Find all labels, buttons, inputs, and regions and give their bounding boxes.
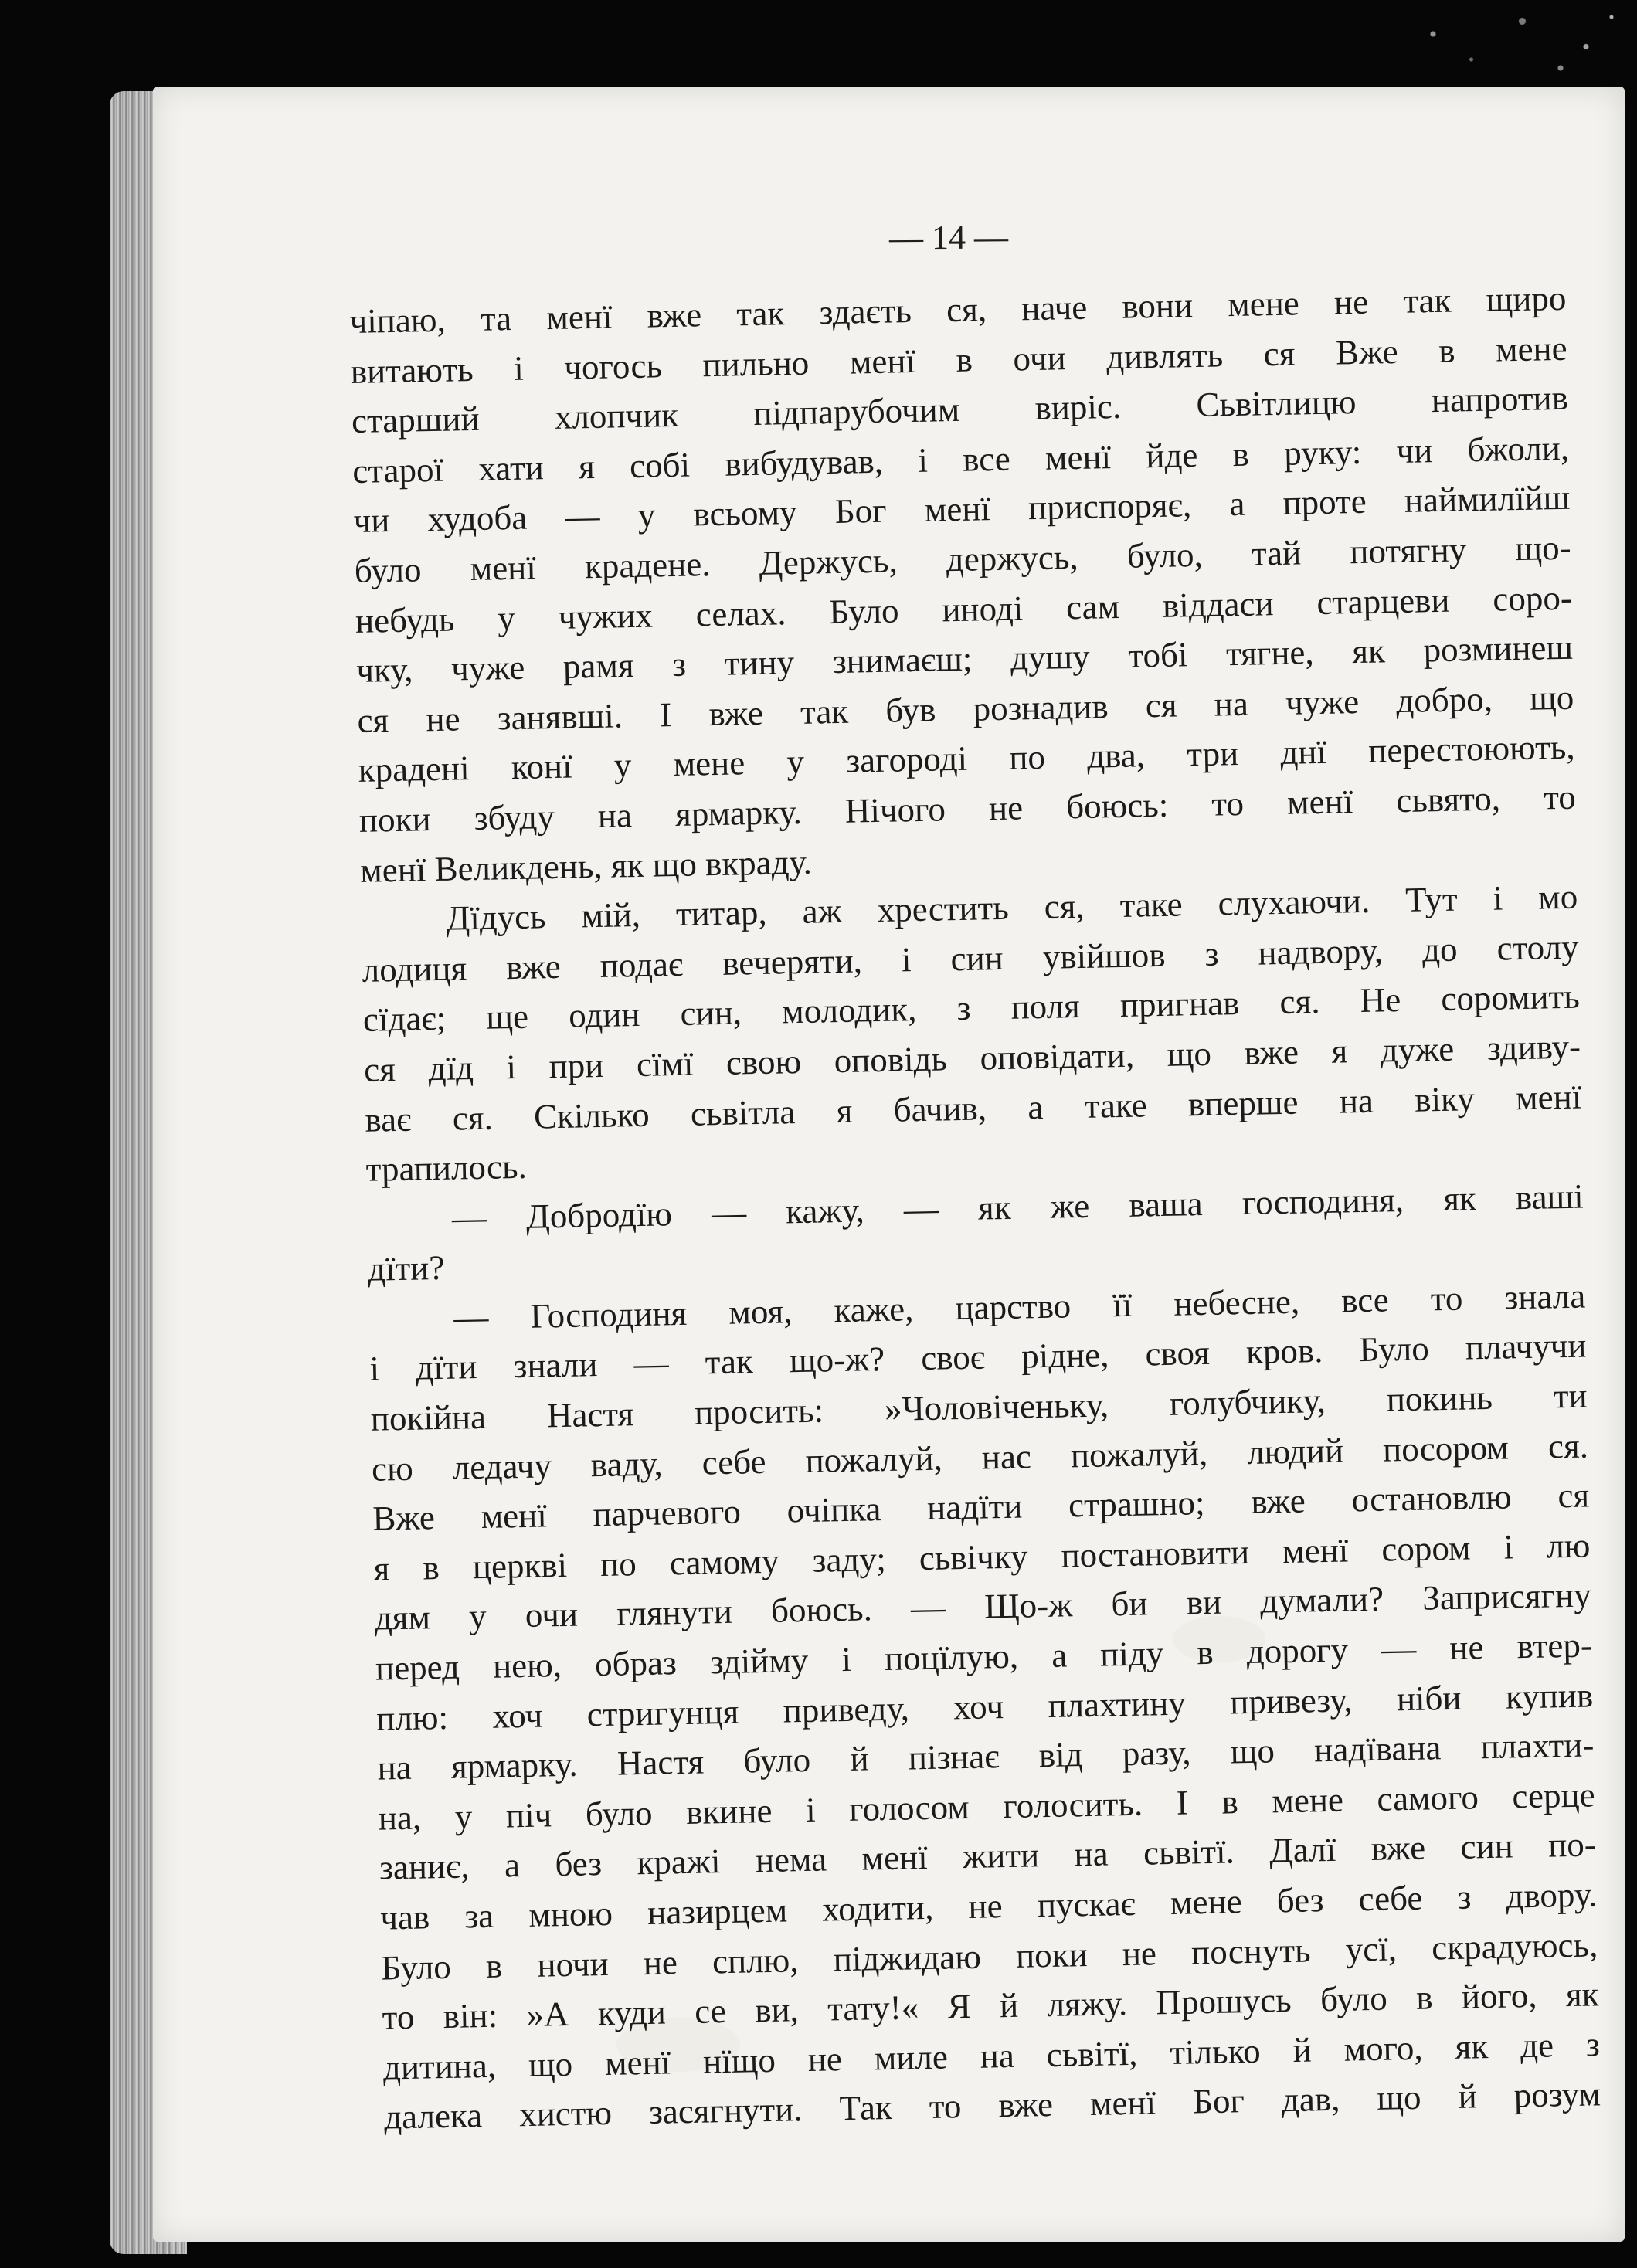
text-line: ває ся. Скілько сьвітла я бачив, а таке вперше на віку менї [364,1077,1582,1139]
text-line: було менї крадене. Держусь, держусь, було, тай потягну що- [354,528,1572,590]
text-line: на ярмарку. Настя було й пізнає від разу, що надївана плахти- [377,1725,1595,1788]
text-line: лодиця вже подає вечеряти, і син увійшов з надвору, до столу [362,927,1579,990]
text-line: старший хлопчик підпарубочим виріс. Сьвітлицю напротив [351,378,1569,441]
text-line: старої хати я собі вибудував, і все менї йде в руку: чи бжоли, [352,428,1570,491]
text-line: Дїдусь мій, титар, аж хрестить ся, таке слухаючи. Тут і мо [445,877,1578,938]
text-line: Було в ночи не сплю, піджидаю поки не поснуть усї, скрадуюсь, [381,1924,1598,1988]
text-line: — Добродїю — кажу, — як же ваша господиня, як ваші [451,1176,1584,1238]
text-line: покійна Настя просить: »Чоловіченьку, голубчику, покинь ти [370,1376,1588,1438]
text-line: сю ледачу ваду, себе пожалуй, нас пожалуй, людий посором ся. [371,1426,1589,1489]
text-line: то він: »А куди се ви, тату!« Я й ляжу. Прошусь було в його, як [382,1974,1599,2037]
text-line: крадені конї у мене у загороді по два, три днї перестоюють, [358,727,1575,790]
text-line: дїти? [367,1248,445,1289]
text-line: — Господиня моя, каже, царство її небесне, все то знала [453,1276,1586,1337]
text-line: я в церкві по самому заду; сьвічку постановити менї сором і лю [373,1526,1591,1588]
text-line: трапилось. [365,1146,528,1189]
text-line: дям у очи глянути боюсь. — Що-ж би ви думали? Заприсягну [374,1575,1592,1638]
text-line: Вже менї парчевого очіпка надїти страшно; вже остановлю ся [372,1475,1590,1538]
text-line: заниє, а без кражі нема менї жити на сьвітї. Далї вже син по- [379,1825,1597,1888]
text-line: чку, чуже рамя з тину знимаєш; душу тобі тягне, як розминеш [355,627,1574,691]
page-number: — 14 — [888,218,1009,257]
text-line: ся не занявші. І вже так був рознадив ся на чуже добро, що [357,677,1574,740]
text-line: чав за мною назирцем ходити, не пускає мене без себе з двору. [379,1875,1598,1937]
text-line: чіпаю, та менї вже так здаєть ся, наче вони мене не так щиро [349,278,1567,341]
text-line: дитина, що менї нїщо не миле на сьвітї, тілько й мого, як де з [382,2025,1601,2087]
text-line: сїдає; ще один син, молодик, з поля пригнав ся. Не соромить [362,976,1581,1040]
background-speckles [1382,0,1637,85]
text-line: поки збуду на ярмарку. Нічого не боюсь: то менї сьвято, то [358,777,1577,840]
text-line: ся дїд і при сїмї свою оповідь оповідати, що вже я дуже здиву- [363,1027,1581,1089]
text-line: і дїти знали — так що-ж? своє рідне, своя кров. Було плачучи [369,1326,1587,1389]
text-line: чи худоба — у всьому Бог менї приспоряє, а проте наймилїйш [353,478,1571,541]
text-line: небудь у чужих селах. Було иноді сам віддаси старцеви соро- [355,578,1573,640]
body-text [349,273,1601,2143]
text-line: перед нею, образ здійму і поцїлую, а піду в дорогу — не втер- [375,1625,1593,1688]
text-line: витають і чогось пильно менї в очи дивлять ся Вже в мене [350,328,1568,391]
text-line: плю: хоч стригунця приведу, хоч плахтину привезу, ніби купив [375,1676,1594,1738]
text-line: менї Великдень, як що вкраду. [359,842,813,890]
text-line: на, у піч було вкине і голосом голосить. І в мене самого серце [378,1775,1596,1838]
text-line: далека хистю засягнути. Так то вже менї Бог дав, що й розум [383,2074,1601,2137]
